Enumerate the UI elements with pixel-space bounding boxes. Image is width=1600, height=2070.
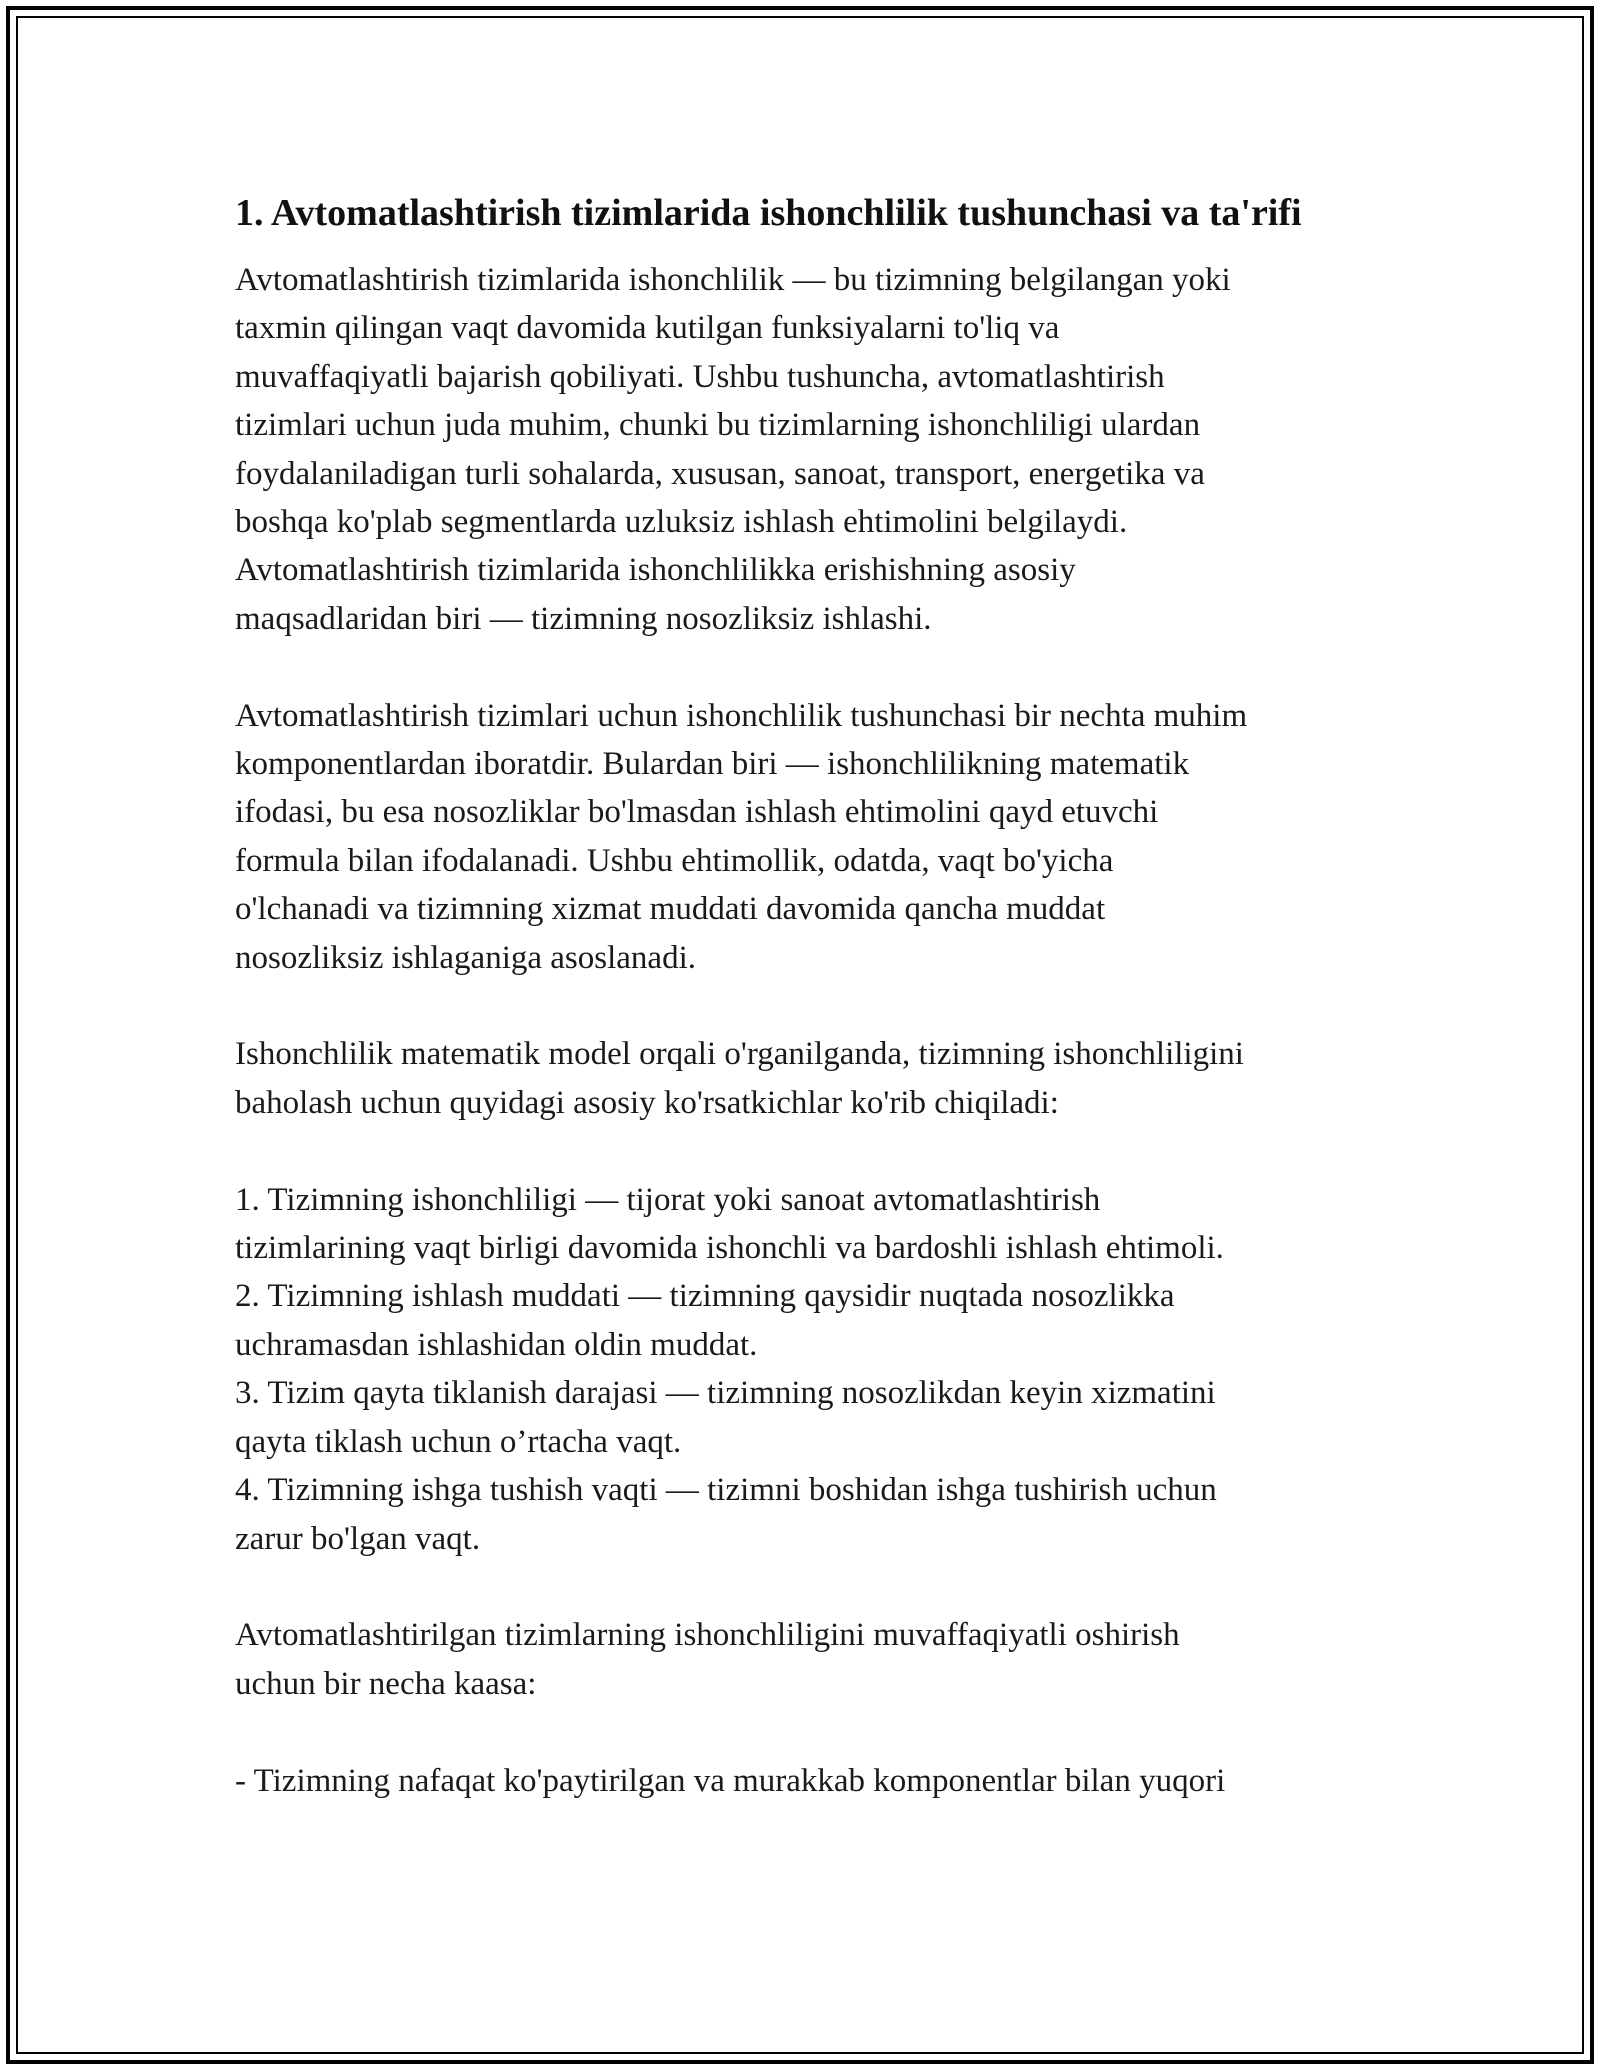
numbered-list-indicators: 1. Tizimning ishonchliligi — tijorat yoki sanoat avtomatlashtirish tizimlarining vaqt birligi davomida ishonchli va bardoshli ishlash ehtimoli. 2. Tizimning ishlash muddati — tizimning qaysidir nuqtada nosozlikka uchramasdan ishlashidan oldin muddat. 3. Tizim qayta tiklanish darajasi — tizimning nosozlikdan keyin xizmatini qayta tiklash uchun o’rtacha vaqt. 4. Tizimning ishga tushish vaqti — tizimni boshidan ishga tushirish uchun zarur bo'lgan vaqt. xyxy=(235,1181,1224,1557)
bullet-item: - Tizimning nafaqat ko'paytirilgan va murakkab komponentlar bilan yuqori xyxy=(235,1762,1226,1799)
paragraph-components: Avtomatlashtirish tizimlari uchun ishonchlilik tushunchasi bir nechta muhim komponentlardan iboratdir. Bulardan biri — ishonchlilikning matematik ifodasi, bu esa nosozliklar bo'lmasdan ishlash ehtimolini qayd etuvchi formula bilan ifodalanadi. Ushbu ehtimollik, odatda, vaqt bo'yicha o'lchanadi va tizimning xizmat muddati davomida qancha muddat nosozliksiz ishlaganiga asoslanadi. xyxy=(235,697,1248,976)
section-heading: 1. Avtomatlashtirish tizimlarida ishonchlilik tushunchasi va ta'rifi xyxy=(235,192,1302,234)
document-body xyxy=(235,186,1375,1805)
paragraph-indicators-intro: Ishonchlilik matematik model orqali o'rganilganda, tizimning ishonchliligini baholash uchun quyidagi asosiy ko'rsatkichlar ko'rib chiqiladi: xyxy=(235,1036,1244,1121)
paragraph-improvement-intro: Avtomatlashtirilgan tizimlarning ishonchliligini muvaffaqiyatli oshirish uchun bir necha kaasa: xyxy=(235,1617,1180,1702)
paragraph-definition: Avtomatlashtirish tizimlarida ishonchlilik — bu tizimning belgilangan yoki taxmin qilingan vaqt davomida kutilgan funksiyalarni to'liq va muvaffaqiyatli bajarish qobiliyati. Ushbu tushuncha, avtomatlashtirish tizimlari uchun juda muhim, chunki bu tizimlarning ishonchliligi ulardan foydalaniladigan turli sohalarda, xususan, sanoat, transport, energetika va boshqa ko'plab segmentlarda uzluksiz ishlash ehtimolini belgilaydi. Avtomatlashtirish tizimlarida ishonchlilikka erishishning asosiy maqsadlaridan biri — tizimning nosozliksiz ishlashi. xyxy=(235,262,1231,637)
